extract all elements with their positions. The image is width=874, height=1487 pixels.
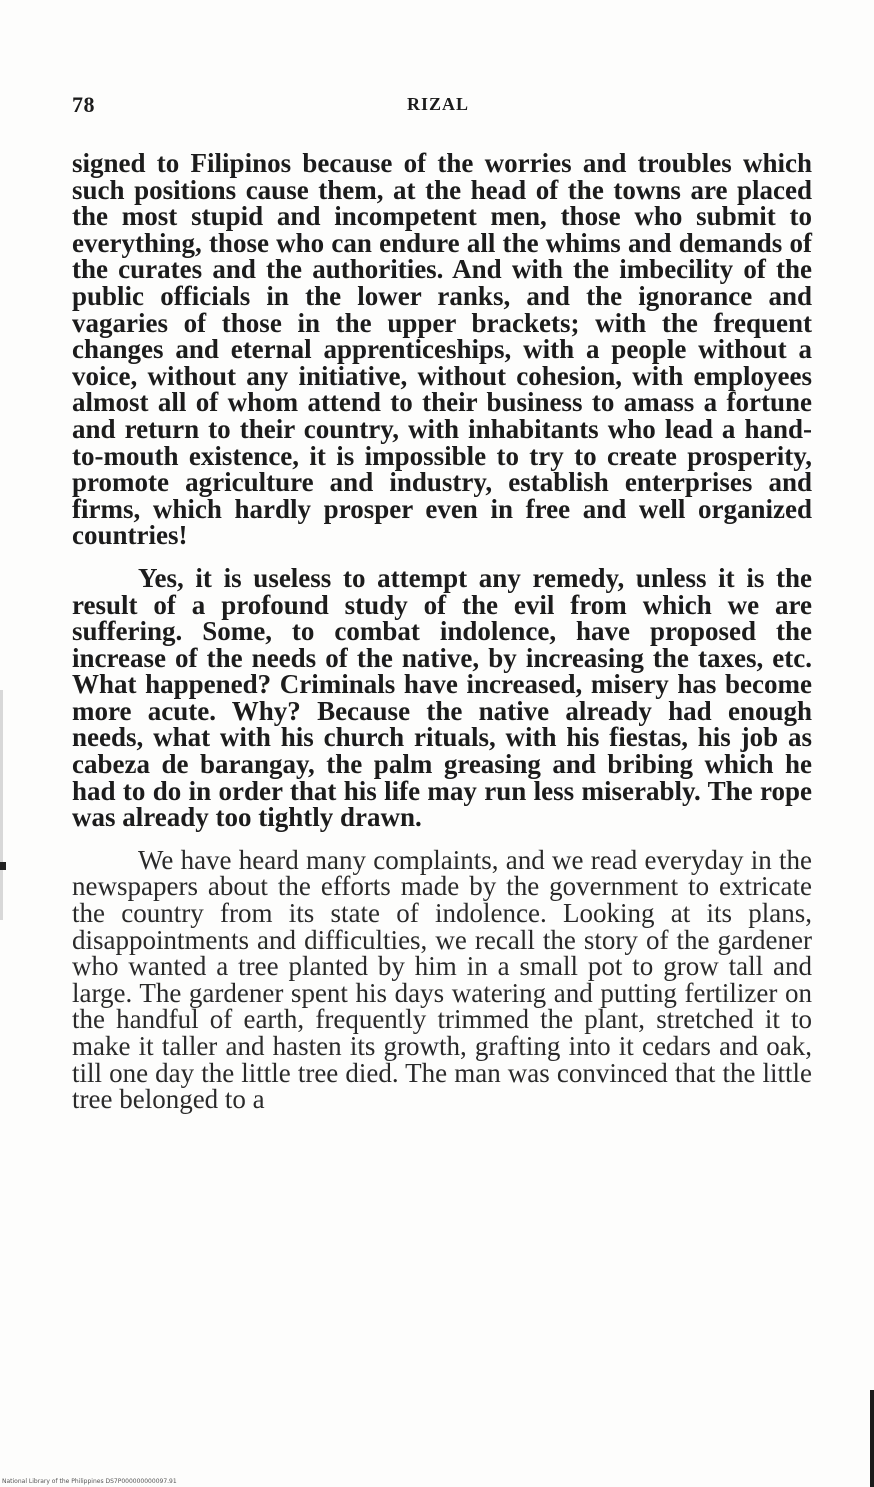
- paragraph-1: signed to Filipinos because of the worries and troubles which such positions cause them, at the head of the towns are placed the most stupid and incompetent men, those who submit to everything, those who can endure all the whims and demands of the curates and the authorities. And with the imbecility of the public officials in the lower ranks, and the ignorance and vagaries of those in the upper brackets; with the frequent changes and eternal apprenticeships, with a people without a voice, without any initiative, without cohesion, with employees almost all of whom attend to their business to amass a fortune and return to their country, with inhabitants who lead a hand-to-mouth existence, it is impossible to try to create prosperity, promote agriculture and industry, establish enterprises and firms, which hardly prosper even in free and well organized countries!: [72, 148, 812, 551]
- scan-edge-right: [870, 1390, 874, 1487]
- page-number: 78: [72, 92, 95, 117]
- scan-edge-notch: [0, 862, 6, 870]
- paragraph-2: Yes, it is useless to attempt any remedy, unless it is the result of a profound study of the evil from which we are suffering. Some, to combat indolence, have proposed the increase of the needs of the native, by increasing the taxes, etc. What happened? Criminals have increased, misery has become more acute. Why? Because the native already had enough needs, what with his church rituals, with his fiestas, his job as cabeza de barangay, the palm greasing and bribing which he had to do in order that his life may run less miserably. The rope was already too tightly drawn.: [72, 562, 812, 833]
- running-head: RIZAL: [407, 94, 470, 114]
- scan-credit: National Library of the Philippines DS7P000000000097.91: [2, 1478, 177, 1485]
- paragraph-3: We have heard many complaints, and we read everyday in the newspapers about the efforts made by the government to extricate the country from its state of indolence. Looking at its plans, disappointments and difficulties, we recall the story of the gardener who wanted a tree planted by him in a small pot to grow tall and large. The gardener spent his days watering and putting fertilizer on the handful of earth, frequently trimmed the plant, stretched it to make it taller and hasten its growth, grafting into it cedars and oak, till one day the little tree died. The man was convinced that the little tree belonged to a: [72, 844, 812, 1115]
- body-text: [72, 150, 812, 1113]
- scan-edge-shadow: [0, 690, 3, 920]
- page-header: [72, 92, 812, 122]
